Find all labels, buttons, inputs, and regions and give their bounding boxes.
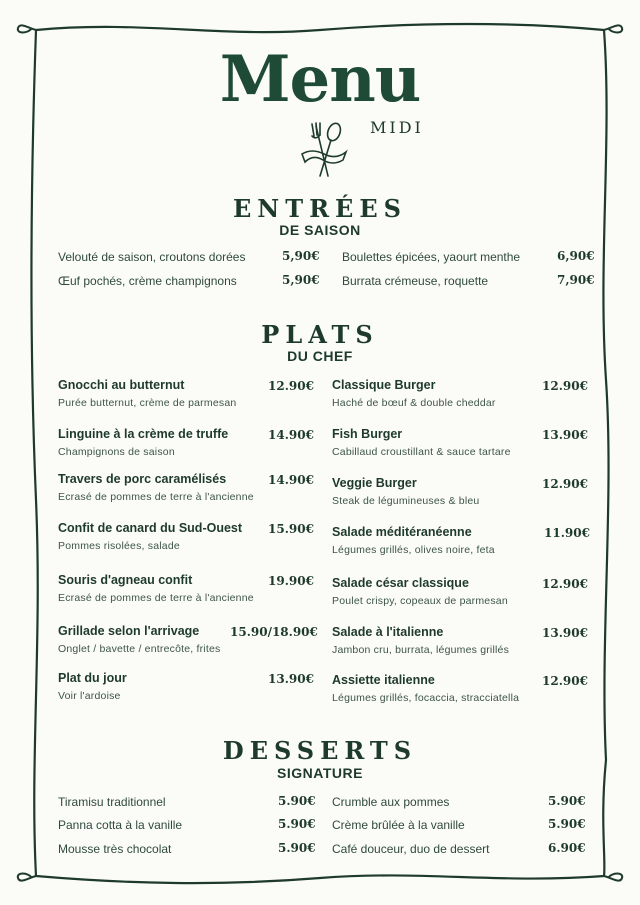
dish-price: 13.90€ <box>542 428 588 442</box>
entree-name: Burrata crémeuse, roquette <box>342 274 489 288</box>
dessert-price: 5.90€ <box>548 794 586 808</box>
dish-price: 13.90€ <box>542 626 588 640</box>
dish-name: Confit de canard du Sud-Ouest <box>58 521 243 535</box>
entree-price: 6,90€ <box>557 249 595 263</box>
dish-name: Classique Burger <box>332 378 436 392</box>
entree-price: 5,90€ <box>282 273 320 287</box>
dish-description: Poulet crispy, copeaux de parmesan <box>332 595 508 607</box>
dish-name: Assiette italienne <box>332 673 435 687</box>
dessert-name: Tiramisu traditionnel <box>58 795 166 809</box>
dessert-price: 5.90€ <box>278 794 316 808</box>
dish-description: Steak de légumineuses & bleu <box>332 495 480 507</box>
dish-name: Salade à l'italienne <box>332 625 444 639</box>
entree-price: 5,90€ <box>282 249 320 263</box>
dessert-price: 5.90€ <box>548 817 586 831</box>
dish-name: Veggie Burger <box>332 476 417 490</box>
entree-name: Œuf pochés, crème champignons <box>58 274 237 288</box>
dish-price: 14.90€ <box>268 428 314 442</box>
dish-name: Travers de porc caramélisés <box>58 472 227 486</box>
dish-name: Plat du jour <box>58 671 127 685</box>
dish-price: 19.90€ <box>268 574 314 588</box>
dish-name: Salade méditéranéenne <box>332 525 472 539</box>
dish-price: 12.90€ <box>542 477 588 491</box>
plats-title: PLATS <box>261 320 379 349</box>
dish-name: Grillade selon l'arrivage <box>58 624 200 638</box>
dish-name: Linguine à la crème de truffe <box>58 427 229 441</box>
dish-description: Jambon cru, burrata, légumes grillés <box>332 644 510 656</box>
dessert-name: Crumble aux pommes <box>332 795 450 809</box>
entrees-subtitle: DE SAISON <box>279 222 361 238</box>
dessert-price: 5.90€ <box>278 841 316 855</box>
fork-spoon-ribbon-icon <box>298 120 350 182</box>
dish-name: Gnocchi au butternut <box>58 378 185 392</box>
dish-price: 15.90/18.90€ <box>230 625 318 639</box>
dish-price: 12.90€ <box>542 577 588 591</box>
dish-description: Onglet / bavette / entrecôte, frites <box>58 643 221 655</box>
dish-price: 14.90€ <box>268 473 314 487</box>
dish-description: Champignons de saison <box>58 446 175 458</box>
entree-name: Velouté de saison, croutons dorées <box>58 250 246 264</box>
dish-description: Purée butternut, crème de parmesan <box>58 397 237 409</box>
dessert-name: Café douceur, duo de dessert <box>332 842 490 856</box>
dish-description: Ecrasé de pommes de terre à l'ancienne <box>58 491 254 503</box>
desserts-subtitle: SIGNATURE <box>277 765 363 781</box>
dish-name: Fish Burger <box>332 427 403 441</box>
dish-description: Légumes grillés, focaccia, stracciatella <box>332 692 520 704</box>
dish-description: Voir l'ardoise <box>58 690 121 702</box>
dish-price: 15.90€ <box>268 522 314 536</box>
page-subtitle: MIDI <box>370 118 424 137</box>
page-title: Menu <box>219 42 421 117</box>
entree-price: 7,90€ <box>557 273 595 287</box>
dessert-price: 6.90€ <box>548 841 586 855</box>
dish-price: 11.90€ <box>544 526 590 540</box>
dessert-name: Panna cotta à la vanille <box>58 818 183 832</box>
dish-name: Salade césar classique <box>332 576 469 590</box>
entrees-title: ENTRÉES <box>233 194 407 223</box>
dish-description: Ecrasé de pommes de terre à l'ancienne <box>58 592 254 604</box>
dish-name: Souris d'agneau confit <box>58 573 193 587</box>
desserts-title: DESSERTS <box>222 736 418 765</box>
dish-price: 12.90€ <box>268 379 314 393</box>
dish-price: 13.90€ <box>268 672 314 686</box>
plats-subtitle: DU CHEF <box>287 348 353 364</box>
dessert-name: Mousse très chocolat <box>58 842 172 856</box>
dish-description: Légumes grillés, olives noire, feta <box>332 544 495 556</box>
dish-description: Cabillaud croustillant & sauce tartare <box>332 446 511 458</box>
dish-price: 12.90€ <box>542 379 588 393</box>
dish-description: Haché de bœuf & double cheddar <box>332 397 496 409</box>
dish-description: Pommes risolées, salade <box>58 540 180 552</box>
dessert-name: Crème brûlée à la vanille <box>332 818 465 832</box>
dish-price: 12.90€ <box>542 674 588 688</box>
dessert-price: 5.90€ <box>278 817 316 831</box>
entree-name: Boulettes épicées, yaourt menthe <box>342 250 521 264</box>
